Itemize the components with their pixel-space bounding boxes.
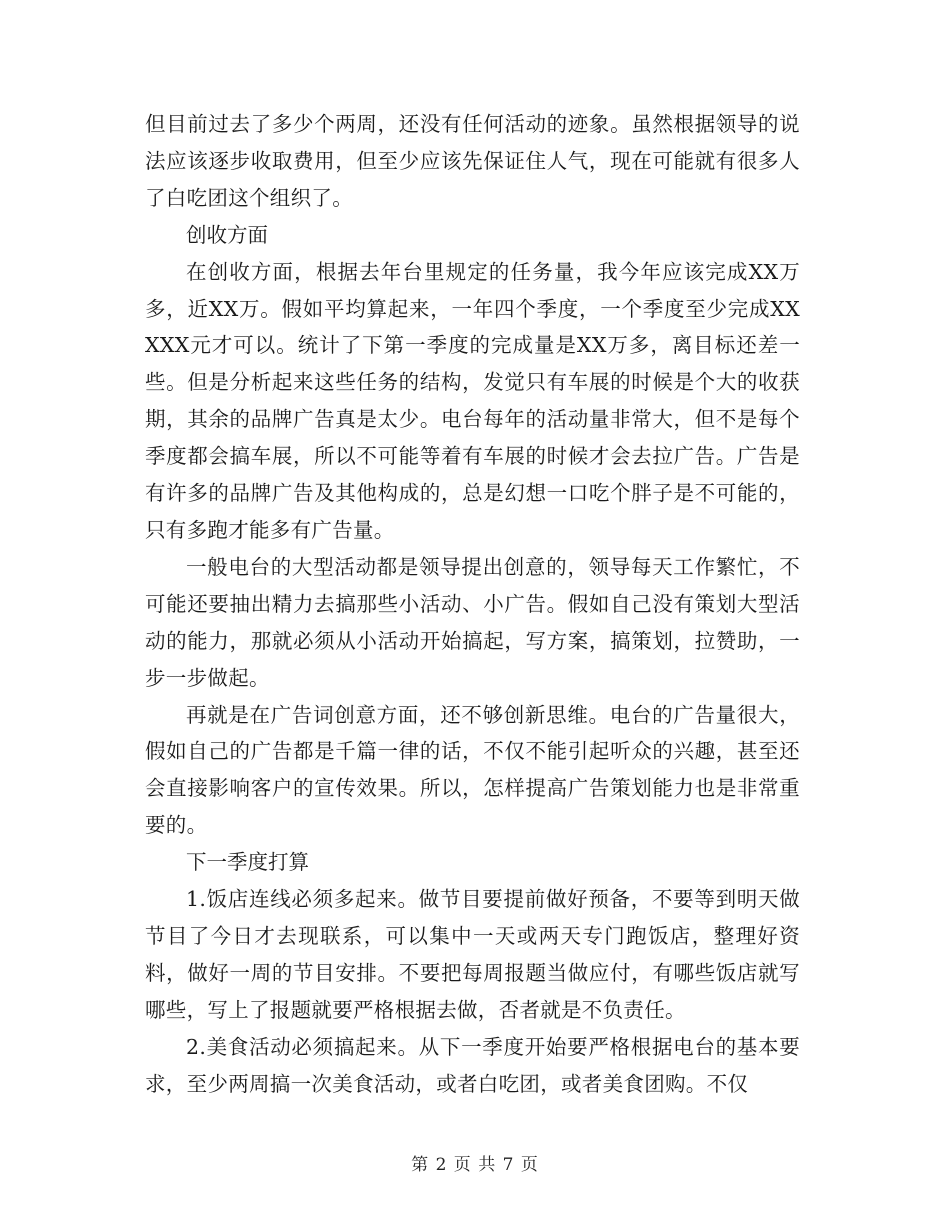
page-body: [145, 106, 800, 1102]
paragraph-continuation: 但目前过去了多少个两周，还没有任何活动的迹象。虽然根据领导的说法应该逐步收取费用，但至少应该先保证住人气，现在可能就有很多人了白吃团这个组织了。: [145, 112, 800, 210]
paragraph-activities: 一般电台的大型活动都是领导提出创意的，领导每天工作繁忙，不可能还要抽出精力去搞那些小活动、小广告。假如自己没有策划大型活动的能力，那就必须从小活动开始搞起，写方案，搞策划，拉赞助，一步一步做起。: [145, 554, 800, 690]
paragraph-plan-2: 2.美食活动必须搞起来。从下一季度开始要严格根据电台的基本要求，至少两周搞一次美食活动，或者白吃团，或者美食团购。不仅: [145, 1034, 800, 1096]
section-heading-revenue: 创收方面: [186, 222, 268, 247]
paragraph-ad-creative: 再就是在广告词创意方面，还不够创新思维。电台的广告量很大，假如自己的广告都是千篇一律的话，不仅不能引起听众的兴趣，甚至还会直接影响客户的宣传效果。所以，怎样提高广告策划能力也是非常重要的。: [145, 702, 800, 838]
paragraph-plan-1: 1.饭店连线必须多起来。做节目要提前做好预备，不要等到明天做节目了今日才去现联系，可以集中一天或两天专门跑饭店，整理好资料，做好一周的节目安排。不要把每周报题当做应付，有哪些饭店就写哪些，写上了报题就要严格根据去做，否者就是不负责任。: [145, 887, 800, 1022]
paragraph-revenue: 在创收方面，根据去年台里规定的任务量，我今年应该完成XX万多，近XX万。假如平均算起来，一年四个季度，一个季度至少完成XXXXX元才可以。统计了下第一季度的完成量是XX万多，离目标还差一些。但是分析起来这些任务的结构，发觉只有车展的时候是个大的收获期，其余的品牌广告真是太少。电台每年的活动量非常大，但不是每个季度都会搞车展，所以不可能等着有车展的时候才会去拉广告。广告是有许多的品牌广告及其他构成的，总是幻想一口吃个胖子是不可能的，只有多跑才能多有广告量。: [145, 259, 800, 542]
section-heading-next-quarter: 下一季度打算: [186, 850, 309, 875]
page-number-footer: 第 2 页 共 7 页: [411, 1155, 539, 1175]
